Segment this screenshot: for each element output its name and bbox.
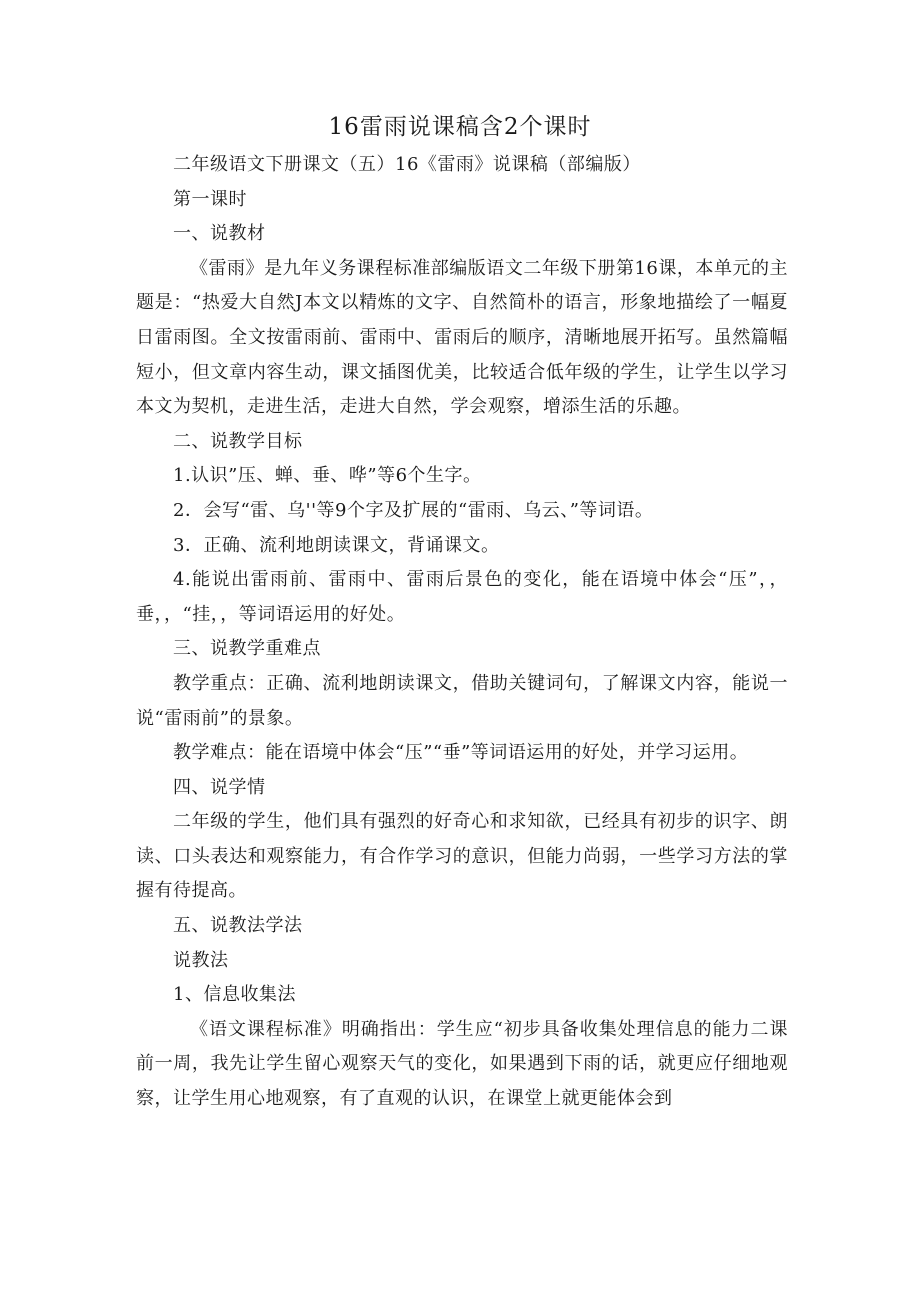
body-paragraph: 1、信息收集法 (173, 984, 296, 1006)
body-paragraph: 教学难点：能在语境中体会“压”“垂”等词语运用的好处，并学习运用。 (173, 742, 749, 764)
document-title: 16雷雨说课稿含2个课时 (328, 114, 592, 140)
body-paragraph: 五、说教法学法 (173, 915, 303, 937)
body-paragraph: 一、说教材 (173, 223, 266, 245)
body-paragraph: 《语文课程标准》明确指出：学生应“初步具备收集处理信息的能力二课前一周，我先让学生留心观察天气的变化，如果遇到下雨的话，就更应仔细地观察，让学生用心地观察，有了直观的认识，在课堂上就更能体会到 (136, 1018, 788, 1110)
body-paragraph: 3．正确、流利地朗读课文，背诵课文。 (173, 534, 500, 556)
body-paragraph: 教学重点：正确、流利地朗读课文，借助关键词句，了解课文内容，能说一说“雷雨前”的景象。 (136, 672, 788, 729)
body-paragraph: 四、说学情 (173, 776, 266, 798)
body-paragraph: 1.认识”压、蝉、垂、哗”等6个生字。 (173, 465, 482, 487)
body-paragraph: 2．会写“雷、乌''等9个字及扩展的“雷雨、乌云、”等词语。 (173, 499, 654, 521)
body-paragraph: 说教法 (173, 949, 229, 971)
document-body (136, 148, 788, 1117)
body-paragraph: 二、说教学目标 (173, 430, 303, 452)
body-paragraph: 三、说教学重难点 (173, 638, 321, 660)
body-paragraph: 二年级语文下册课文（五）16《雷雨》说课稿（部编版） (173, 154, 641, 175)
body-paragraph: 第一课时 (173, 188, 247, 210)
body-paragraph: 《雷雨》是九年义务课程标准部编版语文二年级下册第16课，本单元的主题是：“热爱大自然J本文以精炼的文字、自然简朴的语言，形象地描绘了一幅夏日雷雨图。全文按雷雨前、雷雨中、雷雨后的顺序，清晰地展开拓写。虽然篇幅短小，但文章内容生动，课文插图优美，比较适合低年级的学生，让学生以学习本文为契机，走进生活，走进大自然，学会观察，增添生活的乐趣。 (136, 257, 788, 418)
body-paragraph: 4.能说出雷雨前、雷雨中、雷雨后景色的变化，能在语境中体会“压”，，垂，，“挂，，等词语运用的好处。 (136, 569, 788, 625)
body-paragraph: 二年级的学生，他们具有强烈的好奇心和求知欲，已经具有初步的识字、朗读、口头表达和观察能力，有合作学习的意识，但能力尚弱，一些学习方法的掌握有待提高。 (136, 811, 788, 902)
